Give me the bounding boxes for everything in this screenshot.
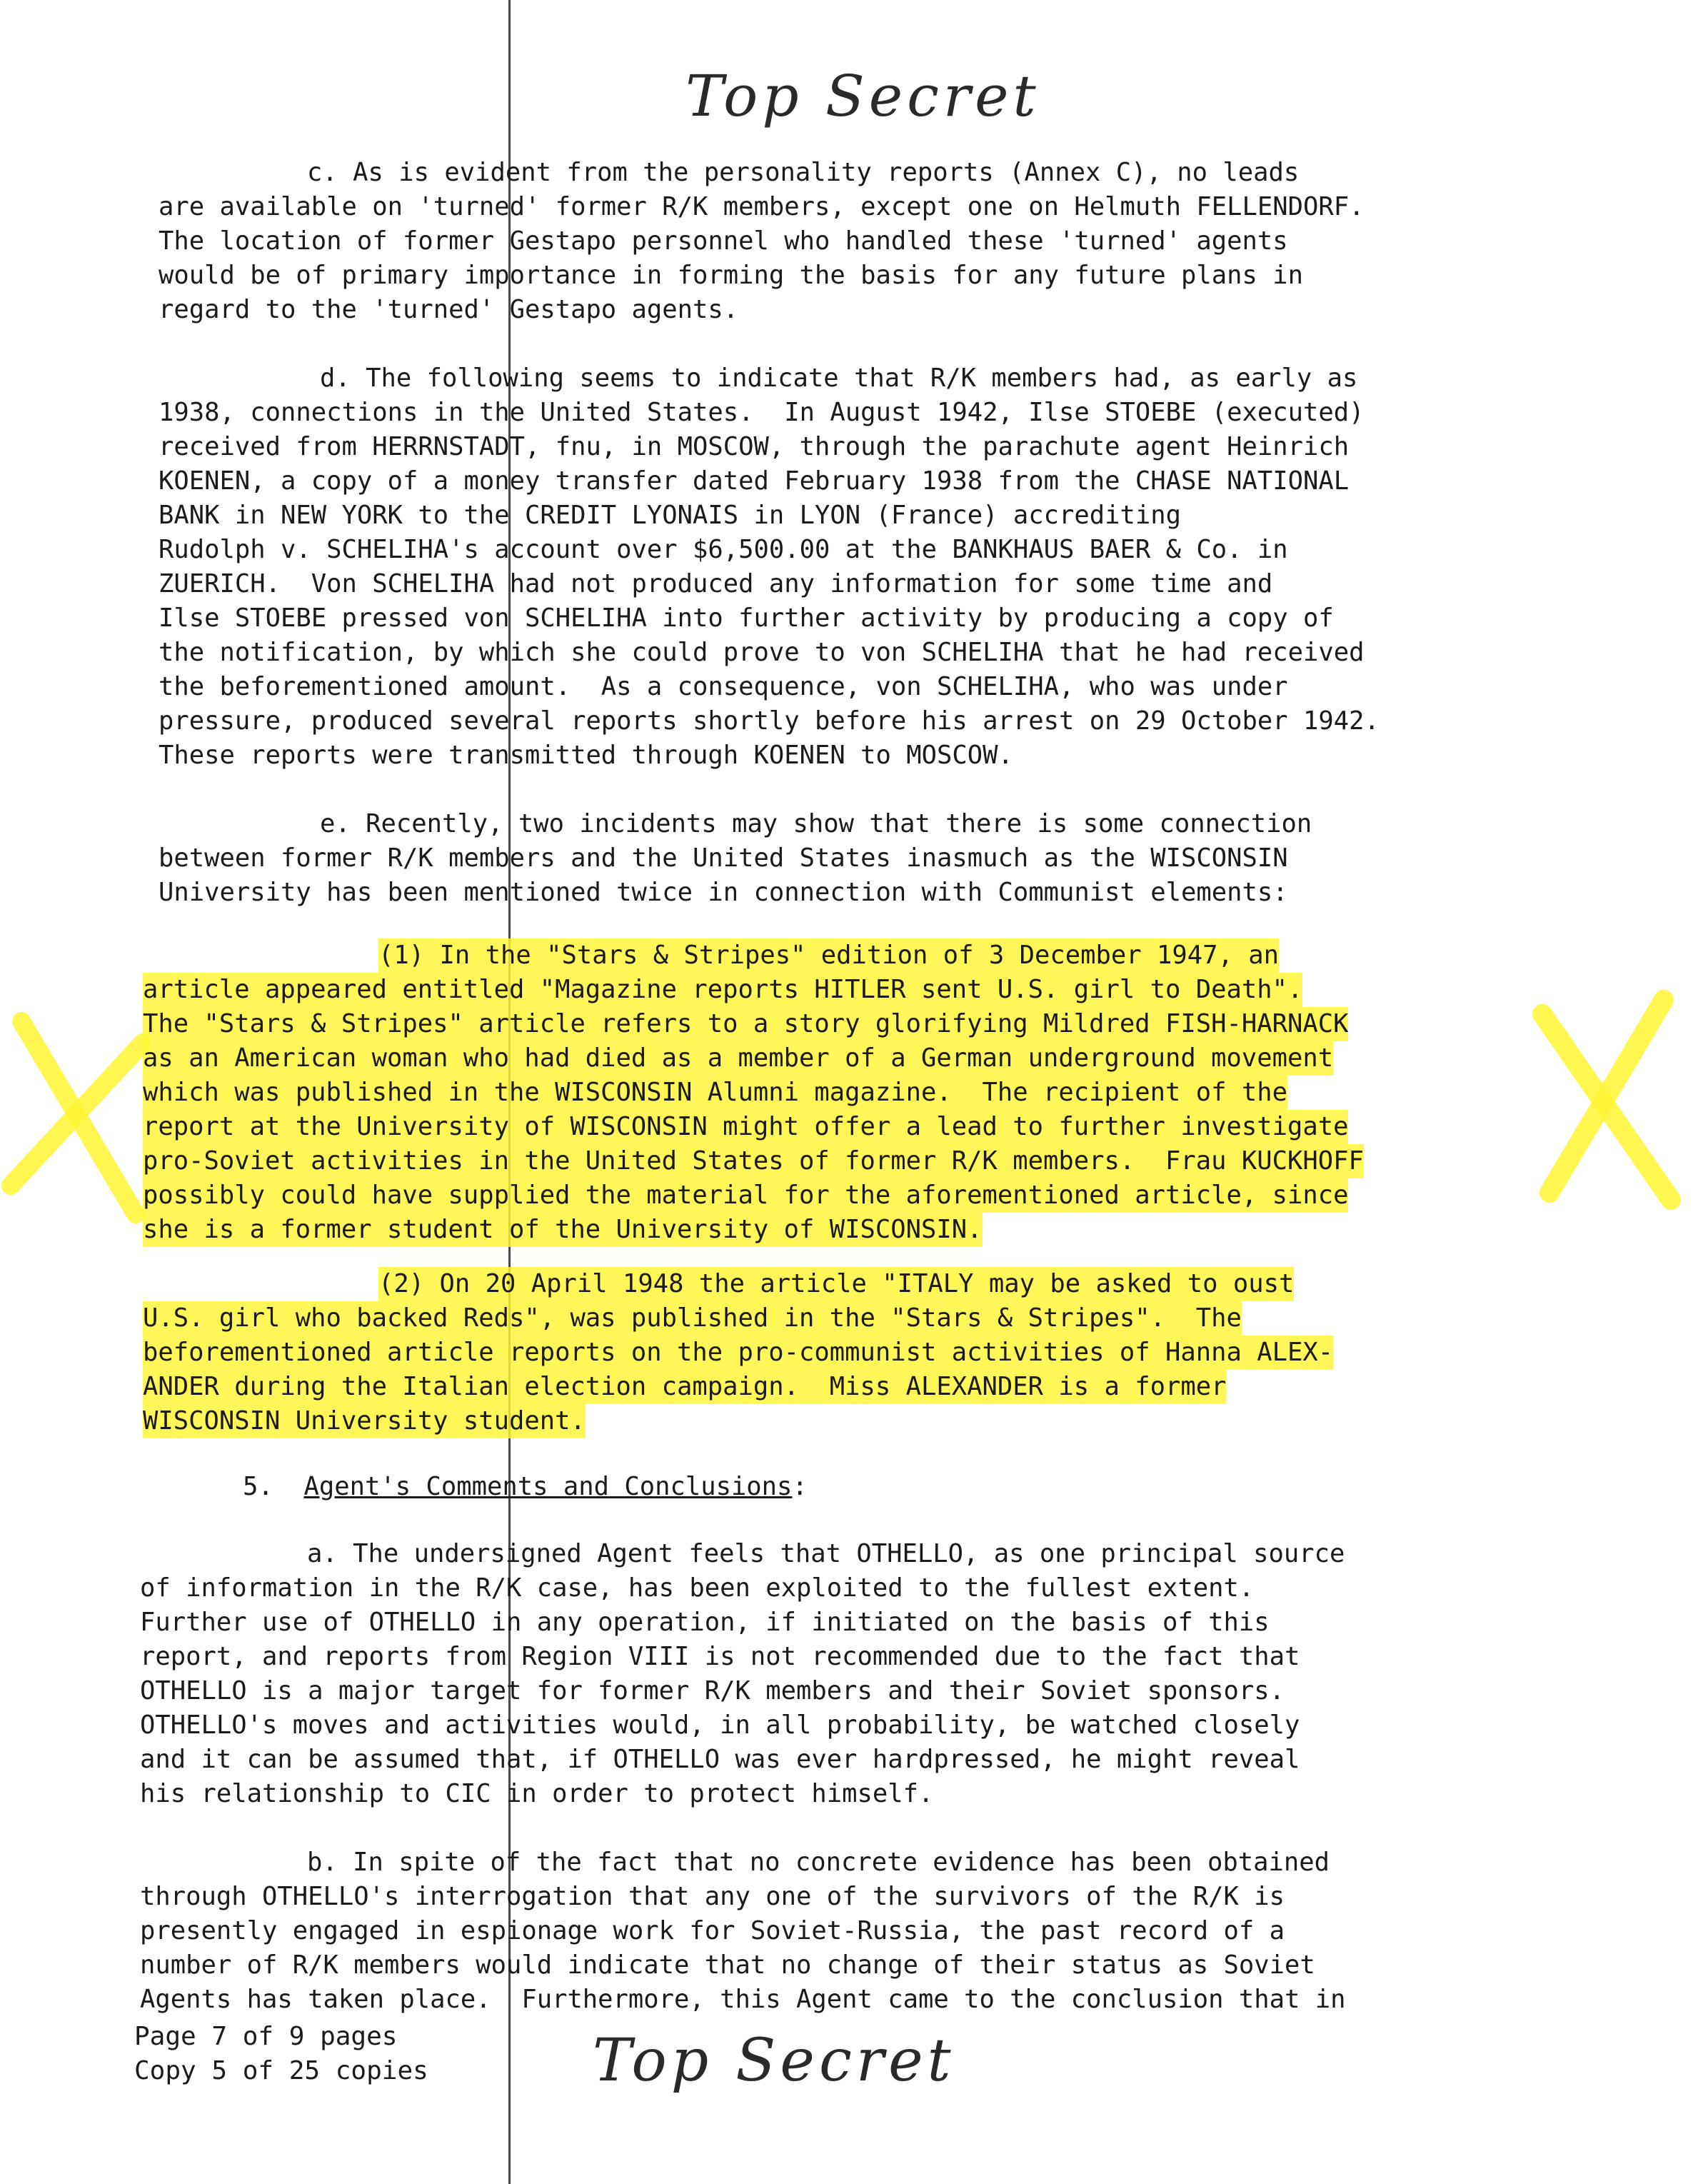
text-line: KOENEN, a copy of a money transfer dated February 1938 from the CHASE NATIONAL (159, 466, 1350, 496)
highlighted-line: pro-Soviet activities in the United States of former R/K members. Frau KUCKHOFF (143, 1144, 1364, 1178)
text-line: the beforementioned amount. As a consequence, von SCHELIHA, who was under (159, 672, 1288, 701)
text-line: regard to the 'turned' Gestapo agents. (159, 295, 739, 324)
text-line: b. In spite of the fact that no concrete evidence has been obtained (307, 1848, 1330, 1877)
text-line: OTHELLO is a major target for former R/K members and their Soviet sponsors. (140, 1676, 1285, 1705)
highlighted-line: (2) On 20 April 1948 the article "ITALY may be asked to oust (378, 1267, 1294, 1301)
copy-count: Copy 5 of 25 copies (134, 2056, 428, 2085)
highlighted-line: WISCONSIN University student. (143, 1404, 586, 1438)
section-number: 5. (243, 1472, 273, 1501)
text-line: ZUERICH. Von SCHELIHA had not produced any information for some time and (159, 569, 1273, 598)
text-line: Rudolph v. SCHELIHA's account over $6,500.00 at the BANKHAUS BAER & Co. in (159, 535, 1288, 564)
text-line: 1938, connections in the United States. In August 1942, Ilse STOEBE (executed) (159, 398, 1365, 427)
text-line: e. Recently, two incidents may show that there is some connection (320, 809, 1312, 838)
highlighted-line: The "Stars & Stripes" article refers to a story glorifying Mildred FISH-HARNACK (143, 1007, 1348, 1041)
highlighted-line: report at the University of WISCONSIN might offer a lead to further investigate (143, 1110, 1348, 1144)
text-line: report, and reports from Region VIII is not recommended due to the fact that (140, 1642, 1300, 1671)
highlighted-line: (1) In the "Stars & Stripes" edition of 3 December 1947, an (378, 938, 1279, 973)
highlighted-line: she is a former student of the University of WISCONSIN. (143, 1213, 983, 1247)
highlighted-line: U.S. girl who backed Reds", was published in the "Stars & Stripes". The (143, 1301, 1242, 1336)
highlighted-line: beforementioned article reports on the pro-communist activities of Hanna ALEX- (143, 1336, 1333, 1370)
text-line: These reports were transmitted through KOENEN to MOSCOW. (159, 741, 1013, 770)
section-5-heading (243, 1470, 808, 1504)
text-line: are available on 'turned' former R/K members, except one on Helmuth FELLENDORF. (159, 192, 1365, 221)
text-line: presently engaged in espionage work for Soviet-Russia, the past record of a (140, 1916, 1285, 1945)
highlighted-line: possibly could have supplied the material for the aforementioned article, since (143, 1178, 1348, 1213)
section-title: Agent's Comments and Conclusions (303, 1472, 793, 1501)
text-line: Further use of OTHELLO in any operation, if initiated on the basis of this (140, 1608, 1270, 1637)
section-colon: : (792, 1472, 808, 1501)
text-line: the notification, by which she could prove to von SCHELIHA that he had received (159, 638, 1365, 667)
text-line: c. As is evident from the personality reports (Annex C), no leads (307, 158, 1300, 187)
page-count: Page 7 of 9 pages (134, 2022, 398, 2051)
text-line: between former R/K members and the United States inasmuch as the WISCONSIN (159, 843, 1288, 873)
highlighted-line: article appeared entitled "Magazine reports HITLER sent U.S. girl to Death". (143, 973, 1302, 1007)
text-line: pressure, produced several reports shortly before his arrest on 29 October 1942. (159, 706, 1380, 736)
text-line: The location of former Gestapo personnel who handled these 'turned' agents (159, 226, 1288, 256)
highlighted-line: as an American woman who had died as a member of a German underground movement (143, 1041, 1333, 1076)
highlighted-line: which was published in the WISCONSIN Alumni magazine. The recipient of the (143, 1076, 1287, 1110)
text-line: through OTHELLO's interrogation that any one of the survivors of the R/K is (140, 1882, 1285, 1911)
left-margin-x-mark (0, 1000, 150, 1228)
highlighted-line: ANDER during the Italian election campaign. Miss ALEXANDER is a former (143, 1370, 1226, 1404)
text-line: number of R/K members would indicate that no change of their status as Soviet (140, 1950, 1315, 1980)
text-line: d. The following seems to indicate that R/K members had, as early as (320, 364, 1358, 393)
text-line: BANK in NEW YORK to the CREDIT LYONAIS in LYON (France) accrediting (159, 501, 1181, 530)
text-line: Agents has taken place. Furthermore, this Agent came to the conclusion that in (140, 1985, 1346, 2014)
text-line: University has been mentioned twice in connection with Communist elements: (159, 878, 1288, 907)
text-line: would be of primary importance in forming the basis for any future plans in (159, 261, 1303, 290)
text-line: of information in the R/K case, has been exploited to the fullest extent. (140, 1573, 1255, 1603)
text-line: and it can be assumed that, if OTHELLO was ever hardpressed, he might reveal (140, 1745, 1300, 1774)
classification-stamp-bottom: Top Secret (593, 2027, 955, 2095)
classification-stamp-top: Top Secret (685, 63, 1040, 129)
text-line: received from HERRNSTADT, fnu, in MOSCOW, through the parachute agent Heinrich (159, 432, 1350, 461)
text-line: a. The undersigned Agent feels that OTHELLO, as one principal source (307, 1539, 1345, 1568)
text-line: Ilse STOEBE pressed von SCHELIHA into further activity by producing a copy of (159, 603, 1334, 633)
text-line: his relationship to CIC in order to protect himself. (140, 1779, 934, 1808)
right-margin-x-mark (1521, 986, 1685, 1214)
text-line: OTHELLO's moves and activities would, in all probability, be watched closely (140, 1710, 1300, 1740)
